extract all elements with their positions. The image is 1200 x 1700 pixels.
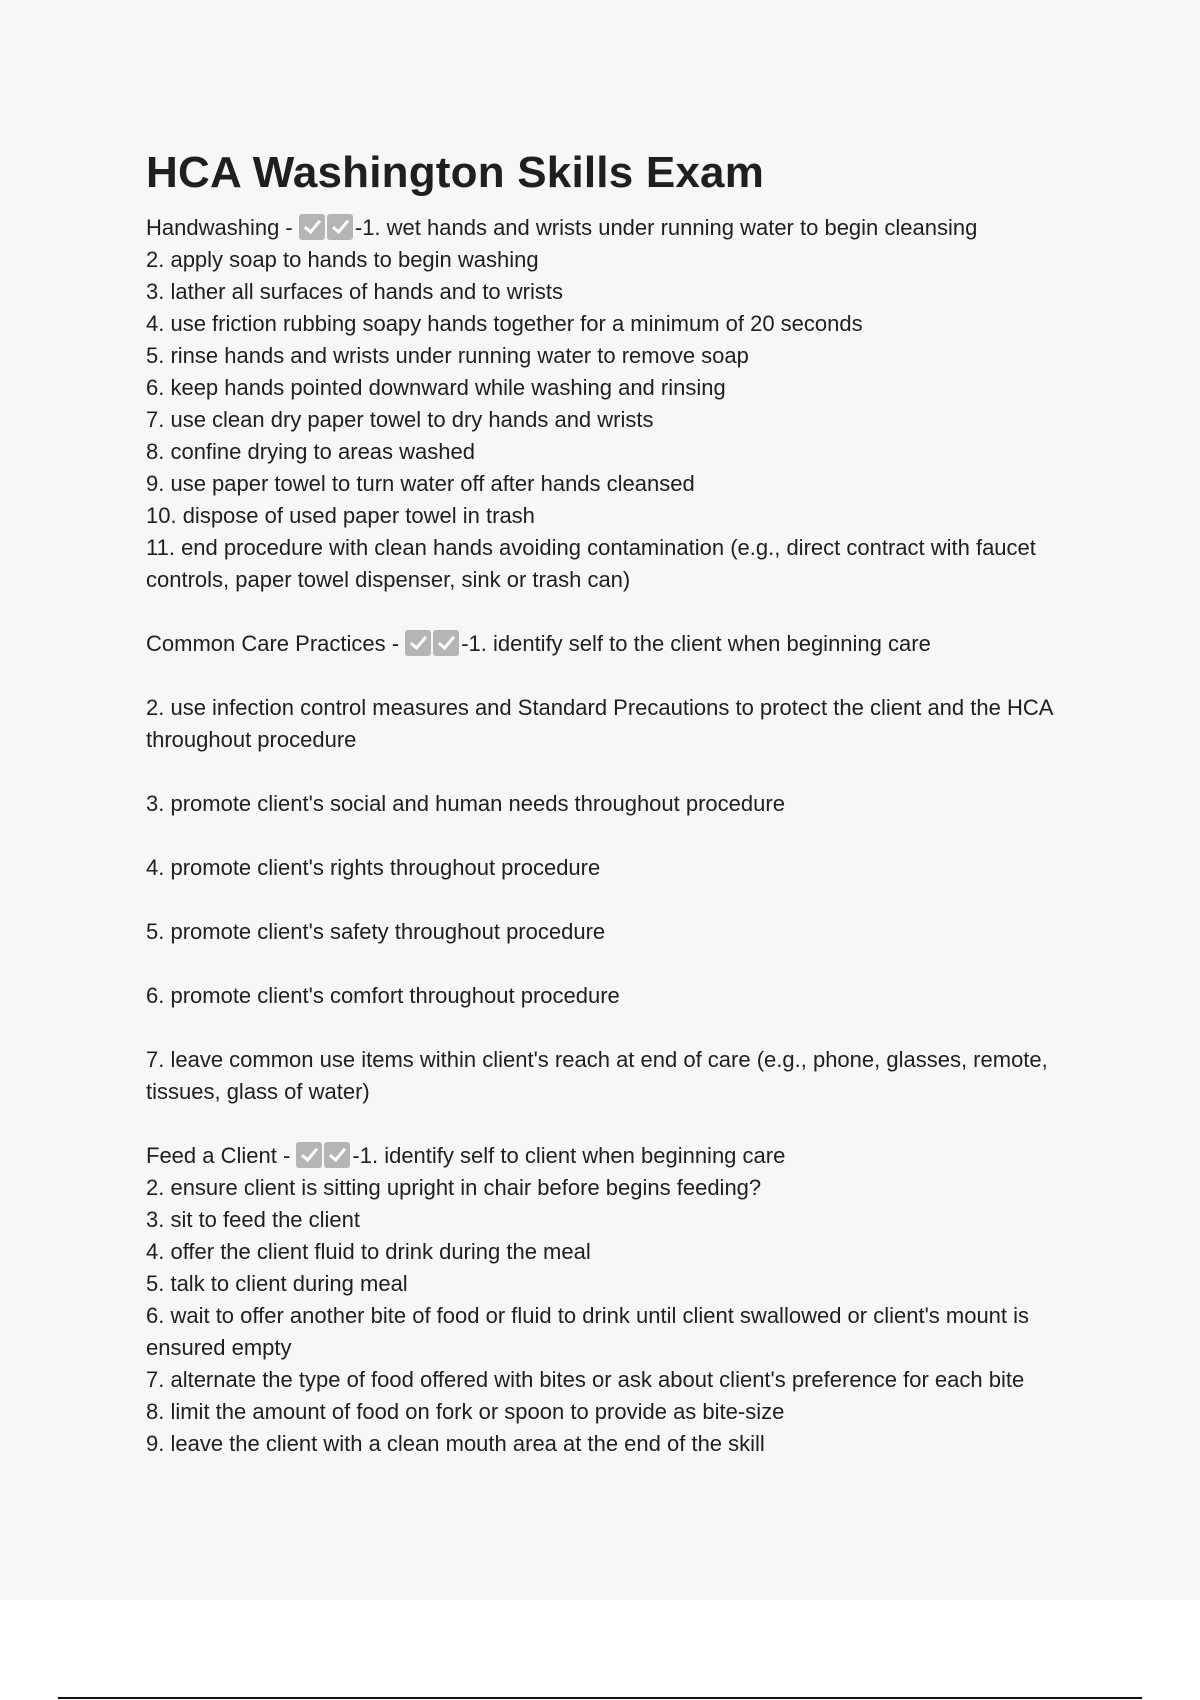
step-6: 6. wait to offer another bite of food or fluid to drink until client swallowed or client's mount is ensured empty bbox=[146, 1303, 1030, 1360]
section-heading: Handwashing - bbox=[146, 215, 299, 240]
spacer bbox=[146, 756, 1066, 788]
step-10: 10. dispose of used paper towel in trash bbox=[146, 503, 535, 528]
check-mark-icon bbox=[299, 214, 325, 240]
spacer bbox=[146, 884, 1066, 916]
step-4: 4. offer the client fluid to drink during the meal bbox=[146, 1239, 591, 1264]
step-3: 3. sit to feed the client bbox=[146, 1207, 361, 1232]
section-handwashing bbox=[146, 212, 1066, 596]
section-heading: Common Care Practices - bbox=[146, 631, 406, 656]
step-5: 5. promote client's safety throughout procedure bbox=[146, 919, 606, 944]
section-heading-line bbox=[146, 1140, 1066, 1172]
spacer bbox=[146, 660, 1066, 692]
spacer bbox=[146, 948, 1066, 980]
spacer bbox=[146, 1108, 1066, 1140]
step-11: 11. end procedure with clean hands avoiding contamination (e.g., direct contract with faucet controls, paper towel dispenser, sink or trash can) bbox=[146, 535, 1036, 592]
step-7: 7. alternate the type of food offered with bites or ask about client's preference for each bite bbox=[146, 1367, 1025, 1392]
step-2: 2. ensure client is sitting upright in chair before begins feeding? bbox=[146, 1175, 762, 1200]
step-4: 4. promote client's rights throughout procedure bbox=[146, 855, 601, 880]
step-7: 7. use clean dry paper towel to dry hands and wrists bbox=[146, 407, 654, 432]
step-5: 5. talk to client during meal bbox=[146, 1271, 408, 1296]
check-mark-icon bbox=[296, 1142, 322, 1168]
step-2: 2. use infection control measures and Standard Precautions to protect the client and the HCA throughout procedure bbox=[146, 695, 1053, 752]
step-1: -1. wet hands and wrists under running water to begin cleansing bbox=[354, 215, 978, 240]
check-mark-icon bbox=[327, 214, 353, 240]
step-7: 7. leave common use items within client's reach at end of care (e.g., phone, glasses, remote, tissues, glass of water) bbox=[146, 1047, 1048, 1104]
step-4: 4. use friction rubbing soapy hands together for a minimum of 20 seconds bbox=[146, 311, 863, 336]
step-9: 9. leave the client with a clean mouth area at the end of the skill bbox=[146, 1431, 765, 1456]
step-1: -1. identify self to client when beginning care bbox=[352, 1143, 786, 1168]
step-6: 6. keep hands pointed downward while washing and rinsing bbox=[146, 375, 726, 400]
step-3: 3. promote client's social and human needs throughout procedure bbox=[146, 791, 785, 816]
spacer bbox=[146, 820, 1066, 852]
section-heading-line bbox=[146, 628, 1066, 660]
step-9: 9. use paper towel to turn water off after hands cleansed bbox=[146, 471, 695, 496]
step-8: 8. limit the amount of food on fork or spoon to provide as bite-size bbox=[146, 1399, 785, 1424]
section-common-care bbox=[146, 628, 1066, 1108]
section-heading-line bbox=[146, 212, 1066, 244]
step-6: 6. promote client's comfort throughout procedure bbox=[146, 983, 620, 1008]
step-2: 2. apply soap to hands to begin washing bbox=[146, 247, 539, 272]
step-3: 3. lather all surfaces of hands and to wrists bbox=[146, 279, 563, 304]
spacer bbox=[146, 1012, 1066, 1044]
step-1: -1. identify self to the client when beginning care bbox=[461, 631, 931, 656]
step-8: 8. confine drying to areas washed bbox=[146, 439, 475, 464]
page-divider bbox=[58, 1697, 1142, 1699]
check-mark-icon bbox=[324, 1142, 350, 1168]
section-heading: Feed a Client - bbox=[146, 1143, 297, 1168]
section-feed-client bbox=[146, 1140, 1066, 1460]
step-5: 5. rinse hands and wrists under running water to remove soap bbox=[146, 343, 749, 368]
check-mark-icon bbox=[433, 630, 459, 656]
spacer bbox=[146, 596, 1066, 628]
document-content bbox=[146, 142, 1066, 1460]
check-mark-icon bbox=[405, 630, 431, 656]
page-title: HCA Washington Skills Exam bbox=[146, 148, 765, 197]
